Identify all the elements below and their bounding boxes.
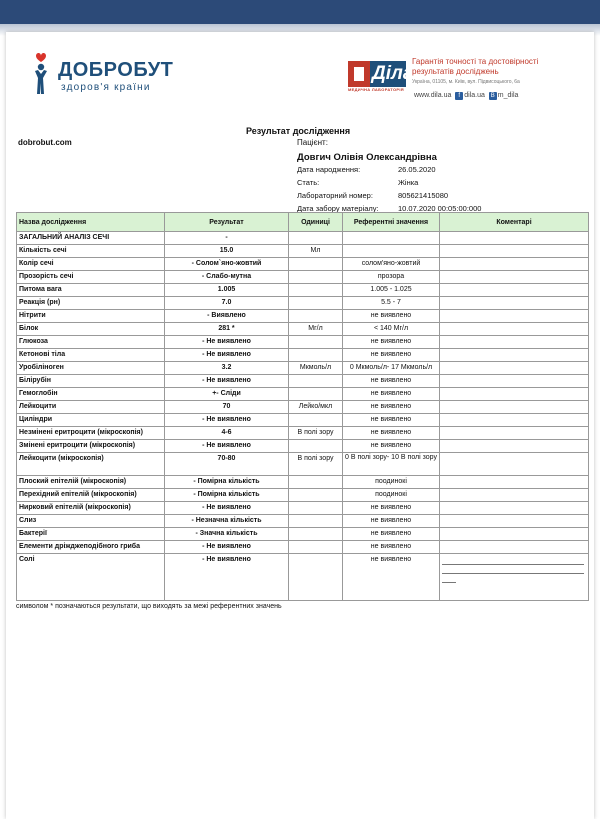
dila-brand: Діла — [372, 63, 414, 84]
table-row — [17, 502, 589, 515]
dila-guarantee: Гарантія точності та достовірності результатів досліджень — [412, 57, 539, 76]
test-reference: 5.5 - 7 — [343, 297, 440, 310]
test-reference: < 140 Мг/л — [343, 323, 440, 336]
test-units — [289, 414, 343, 427]
test-units — [289, 388, 343, 401]
col-header-units: Одиниці — [289, 213, 343, 232]
test-reference: прозора — [343, 271, 440, 284]
test-result: - Солом`яно-жовтий — [165, 258, 289, 271]
dila-address: Україна, 01105, м. Київ, вул. Підвисоцького, 6а — [412, 79, 520, 85]
heart-person-icon — [32, 50, 58, 98]
test-reference: 0 В полі зору- 10 В полі зору — [343, 453, 440, 476]
table-row — [17, 554, 589, 601]
test-name: Солі — [17, 554, 165, 601]
test-units — [289, 515, 343, 528]
test-result: - Помірна кількість — [165, 476, 289, 489]
test-result: - Не виявлено — [165, 541, 289, 554]
dila-mark — [348, 59, 414, 89]
test-comment — [440, 362, 589, 375]
test-name: Уробіліноген — [17, 362, 165, 375]
test-units: Мл — [289, 245, 343, 258]
test-comment — [440, 297, 589, 310]
test-result: - Не виявлено — [165, 502, 289, 515]
test-comment — [440, 375, 589, 388]
table-row — [17, 362, 589, 375]
test-result: - Не виявлено — [165, 414, 289, 427]
test-units: Мг/л — [289, 323, 343, 336]
test-units — [289, 232, 343, 245]
table-row — [17, 489, 589, 502]
test-name: Нітрити — [17, 310, 165, 323]
test-reference: не виявлено — [343, 427, 440, 440]
test-result: +- Сліди — [165, 388, 289, 401]
test-reference: не виявлено — [343, 528, 440, 541]
test-name: Циліндри — [17, 414, 165, 427]
test-comment — [440, 414, 589, 427]
site-name: dobrobut.com — [18, 138, 72, 147]
dila-links — [414, 92, 518, 100]
sample-date-value: 10.07.2020 00:05:00:000 — [398, 204, 482, 213]
test-units — [289, 554, 343, 601]
table-row — [17, 258, 589, 271]
col-header-result: Результат — [165, 213, 289, 232]
test-reference: не виявлено — [343, 388, 440, 401]
test-name: Білок — [17, 323, 165, 336]
test-name: Незмінені еритроцити (мікроскопія) — [17, 427, 165, 440]
test-units — [289, 258, 343, 271]
test-name: Прозорість сечі — [17, 271, 165, 284]
sex-value: Жінка — [398, 178, 419, 187]
test-result: 70-80 — [165, 453, 289, 476]
test-comment — [440, 284, 589, 297]
test-comment — [440, 440, 589, 453]
test-reference: не виявлено — [343, 414, 440, 427]
test-units — [289, 528, 343, 541]
table-row — [17, 427, 589, 440]
table-row — [17, 401, 589, 414]
test-units — [289, 349, 343, 362]
test-name: Бактерії — [17, 528, 165, 541]
test-comment — [440, 245, 589, 258]
test-reference: не виявлено — [343, 554, 440, 601]
test-name: Елементи дріжджеподібного гриба — [17, 541, 165, 554]
birth-date-value: 26.05.2020 — [398, 165, 436, 174]
test-reference: не виявлено — [343, 310, 440, 323]
test-name: Гемоглобін — [17, 388, 165, 401]
test-name: Кетонові тіла — [17, 349, 165, 362]
test-reference: не виявлено — [343, 515, 440, 528]
col-header-comments: Коментарі — [440, 213, 589, 232]
dila-site-link[interactable]: www.dila.ua — [414, 92, 452, 99]
table-row — [17, 323, 589, 336]
sample-date-label: Дата забору матеріалу: — [297, 204, 379, 213]
test-comment — [440, 453, 589, 476]
table-row — [17, 284, 589, 297]
table-row — [17, 388, 589, 401]
test-comment — [440, 258, 589, 271]
lab-number-label: Лабораторний номер: — [297, 191, 373, 200]
test-result: - Незначна кількість — [165, 515, 289, 528]
table-header-row — [17, 213, 589, 232]
table-row — [17, 476, 589, 489]
test-name: Глюкоза — [17, 336, 165, 349]
test-comment — [440, 528, 589, 541]
table-row — [17, 528, 589, 541]
test-result: 4-6 — [165, 427, 289, 440]
dila-telegram-link[interactable]: m_dila — [497, 92, 519, 99]
test-units — [289, 489, 343, 502]
test-units: В полі зору — [289, 427, 343, 440]
sex-label: Стать: — [297, 178, 320, 187]
logo-tagline: здоров'я країни — [61, 82, 151, 93]
test-result: 7.0 — [165, 297, 289, 310]
top-bar — [0, 0, 600, 24]
test-reference: не виявлено — [343, 336, 440, 349]
test-units: В полі зору — [289, 453, 343, 476]
dobrobut-logo — [32, 50, 192, 100]
test-units — [289, 541, 343, 554]
test-name: Білірубін — [17, 375, 165, 388]
test-reference: не виявлено — [343, 349, 440, 362]
test-comment — [440, 427, 589, 440]
facebook-icon: f — [455, 92, 463, 100]
patient-name: Довгич Олівія Олександрівна — [297, 152, 437, 163]
test-comment — [440, 271, 589, 284]
test-reference: не виявлено — [343, 440, 440, 453]
table-row — [17, 310, 589, 323]
test-reference: не виявлено — [343, 401, 440, 414]
dila-logo — [346, 55, 546, 105]
test-result: 70 — [165, 401, 289, 414]
test-comment — [440, 388, 589, 401]
test-result: - Виявлено — [165, 310, 289, 323]
test-result: - Слабо-мутна — [165, 271, 289, 284]
test-reference: 0 Мкмоль/л- 17 Мкмоль/л — [343, 362, 440, 375]
test-name: Питома вага — [17, 284, 165, 297]
table-row — [17, 232, 589, 245]
table-row — [17, 541, 589, 554]
test-comment — [440, 476, 589, 489]
test-units: Мкмоль/л — [289, 362, 343, 375]
birth-date-label: Дата народження: — [297, 165, 361, 174]
table-row — [17, 515, 589, 528]
test-name: Змінені еритроцити (мікроскопія) — [17, 440, 165, 453]
test-comment — [440, 554, 589, 601]
test-result: 1.005 — [165, 284, 289, 297]
test-name: Слиз — [17, 515, 165, 528]
patient-label: Пацієнт: — [297, 138, 328, 147]
test-units — [289, 476, 343, 489]
test-comment — [440, 515, 589, 528]
test-result: 281 * — [165, 323, 289, 336]
test-reference: не виявлено — [343, 502, 440, 515]
dila-subtitle: МЕДИЧНА ЛАБОРАТОРІЯ — [348, 87, 404, 92]
test-result: 15.0 — [165, 245, 289, 258]
test-units — [289, 284, 343, 297]
test-reference: поодинокі — [343, 476, 440, 489]
test-comment — [440, 310, 589, 323]
logo-name: ДОБРОБУТ — [58, 59, 174, 81]
test-units — [289, 271, 343, 284]
test-reference: поодинокі — [343, 489, 440, 502]
test-reference: солом'яно-жовтий — [343, 258, 440, 271]
test-result: - Не виявлено — [165, 349, 289, 362]
test-units — [289, 297, 343, 310]
test-comment — [440, 336, 589, 349]
test-result: - Не виявлено — [165, 375, 289, 388]
table-row — [17, 336, 589, 349]
test-result: 3.2 — [165, 362, 289, 375]
table-row — [17, 271, 589, 284]
test-units — [289, 375, 343, 388]
dila-facebook-link[interactable]: dila.ua — [464, 92, 485, 99]
test-name: Лейкоцити (мікроскопія) — [17, 453, 165, 476]
test-units — [289, 310, 343, 323]
col-header-reference: Референтні значення — [343, 213, 440, 232]
comment-lines — [442, 554, 586, 600]
test-name: Плоский епітелій (мікроскопія) — [17, 476, 165, 489]
table-row — [17, 440, 589, 453]
test-result: - Значна кількість — [165, 528, 289, 541]
results-table — [16, 212, 589, 601]
test-units: Лейко/мкл — [289, 401, 343, 414]
test-comment — [440, 232, 589, 245]
test-comment — [440, 541, 589, 554]
lab-number-value: 805621415080 — [398, 191, 449, 200]
test-name: ЗАГАЛЬНИЙ АНАЛІЗ СЕЧІ — [17, 232, 165, 245]
test-result: - Не виявлено — [165, 336, 289, 349]
col-header-name: Назва дослідження — [17, 213, 165, 232]
test-result: - Не виявлено — [165, 554, 289, 601]
test-units — [289, 440, 343, 453]
table-row — [17, 245, 589, 258]
telegram-icon: B — [490, 93, 495, 99]
test-comment — [440, 401, 589, 414]
test-name: Лейкоцити — [17, 401, 165, 414]
test-name: Кількість сечі — [17, 245, 165, 258]
test-comment — [440, 489, 589, 502]
test-reference: не виявлено — [343, 541, 440, 554]
test-units — [289, 502, 343, 515]
test-units — [289, 336, 343, 349]
table-row — [17, 414, 589, 427]
test-comment — [440, 502, 589, 515]
test-comment — [440, 349, 589, 362]
table-row — [17, 375, 589, 388]
test-result: - — [165, 232, 289, 245]
test-name: Нирковий епітелій (мікроскопія) — [17, 502, 165, 515]
test-name: Колір сечі — [17, 258, 165, 271]
document-title: Результат дослідження — [246, 126, 351, 136]
table-row — [17, 453, 589, 476]
test-result: - Не виявлено — [165, 440, 289, 453]
test-reference — [343, 232, 440, 245]
footnote: символом * позначаються результати, що виходять за межі референтних значень — [16, 603, 282, 610]
test-result: - Помірна кількість — [165, 489, 289, 502]
test-name: Реакція (рн) — [17, 297, 165, 310]
test-reference — [343, 245, 440, 258]
table-row — [17, 297, 589, 310]
test-name: Перехідний епітелій (мікроскопія) — [17, 489, 165, 502]
table-row — [17, 349, 589, 362]
test-reference: не виявлено — [343, 375, 440, 388]
test-reference: 1.005 - 1.025 — [343, 284, 440, 297]
test-comment — [440, 323, 589, 336]
